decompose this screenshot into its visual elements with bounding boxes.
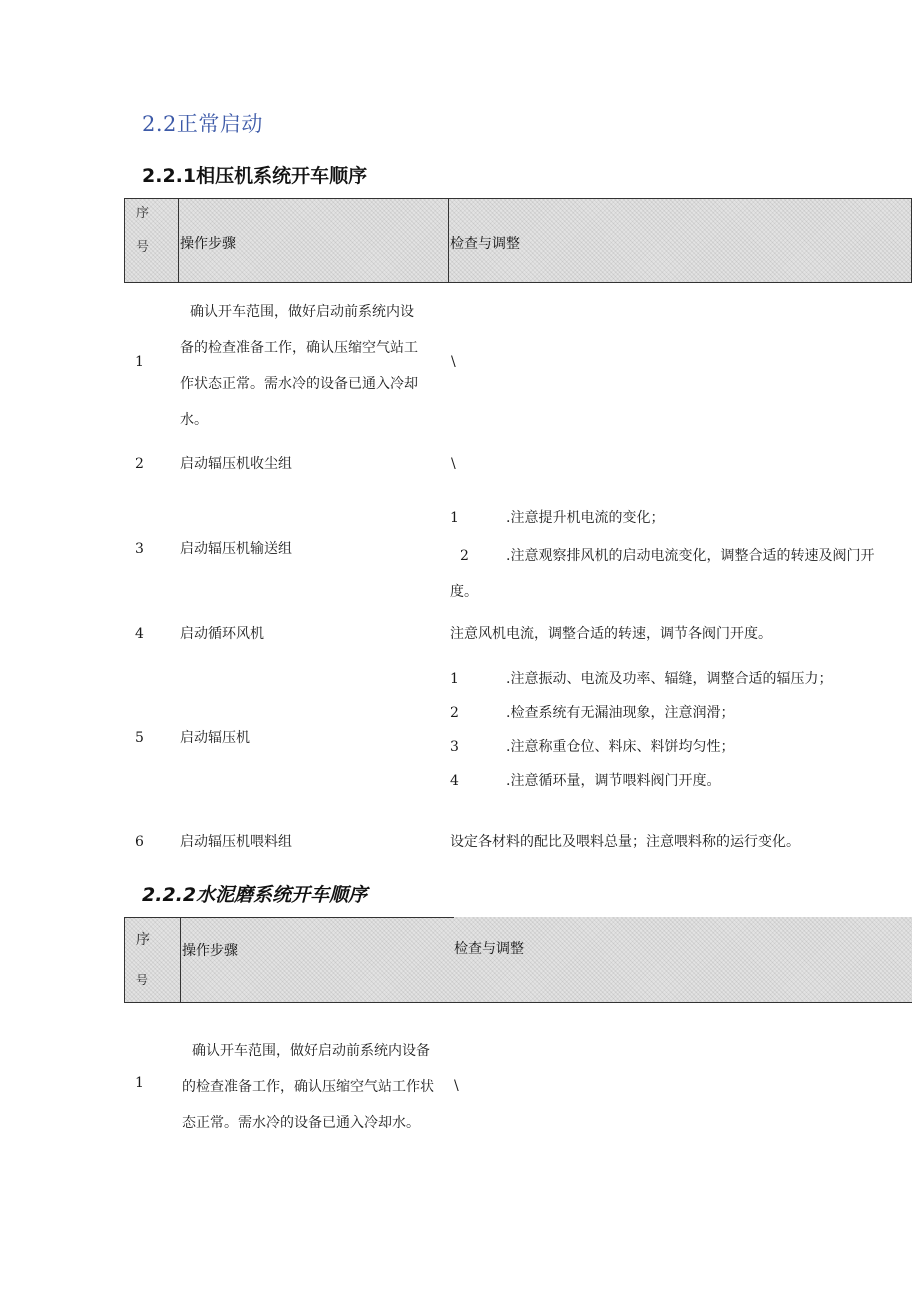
table1-header-seq: 序 号 (136, 206, 150, 255)
table2-header-check: 检查与调整 (454, 941, 524, 957)
table2-header-step: 操作步骤 (182, 943, 238, 959)
table2-header (124, 917, 912, 1002)
table1-header-step: 操作步骤 (180, 236, 236, 252)
section-title: 2.2正常启动 (142, 112, 263, 136)
subsection-title-1: 2.2.1相压机系统开车顺序 (142, 165, 368, 187)
table1-header-check: 检查与调整 (450, 236, 520, 252)
table2-header-seq: 序 号 (136, 932, 150, 987)
subsection-title-2: 2.2.2水泥磨系统开车顺序 (142, 884, 368, 906)
